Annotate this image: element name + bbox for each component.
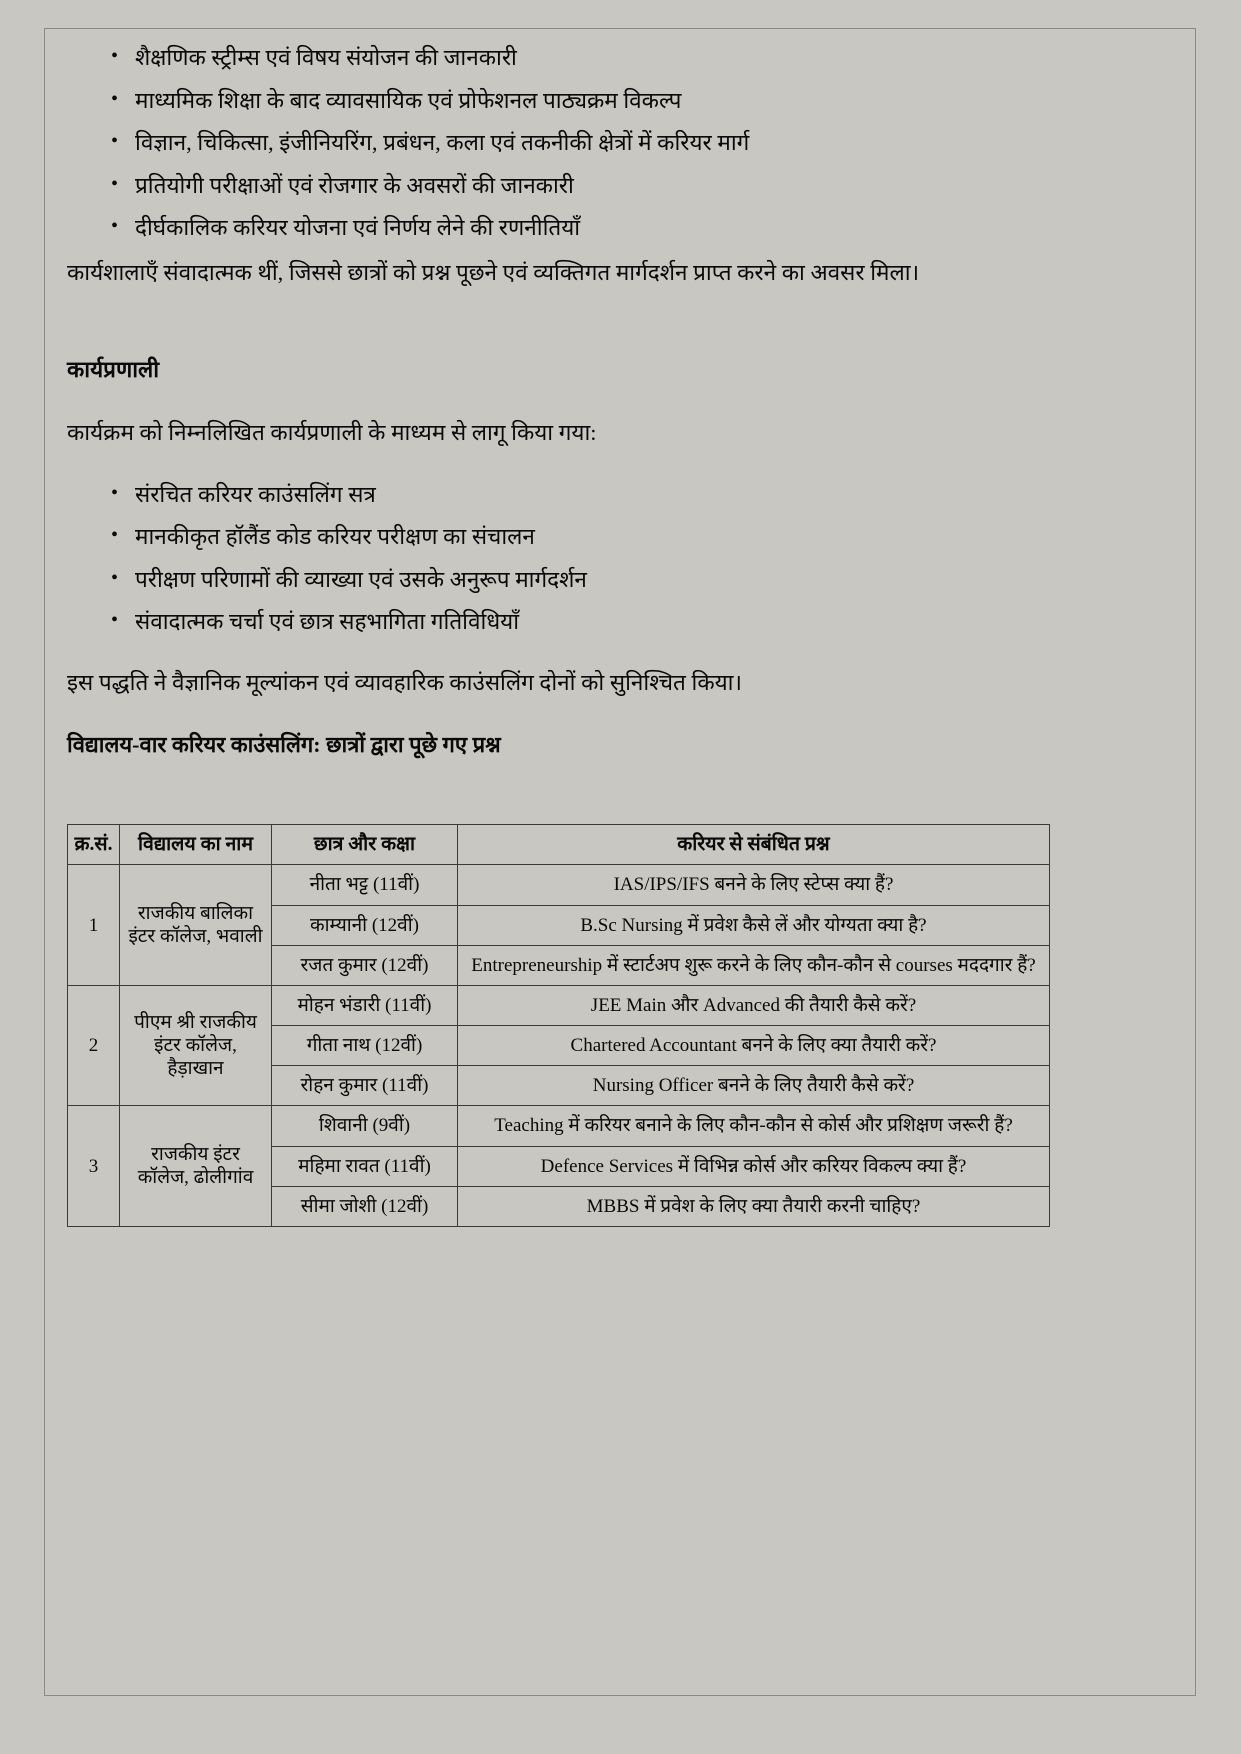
spacer	[67, 446, 1067, 484]
column-header-school: विद्यालय का नाम	[120, 824, 272, 865]
document-content	[67, 47, 1067, 1227]
cell-question: IAS/IPS/IFS बनने के लिए स्टेप्स क्या हैं?	[458, 865, 1050, 905]
cell-serial: 3	[68, 1106, 120, 1227]
list-item: • मानकीकृत हॉलैंड कोड करियर परीक्षण का संचालन	[67, 526, 1067, 549]
cell-question: B.Sc Nursing में प्रवेश कैसे लें और योग्यता क्या है?	[458, 905, 1050, 945]
cell-student: शिवानी (9वीं)	[272, 1106, 458, 1146]
cell-student: सीमा जोशी (12वीं)	[272, 1186, 458, 1226]
cell-school: पीएम श्री राजकीय इंटर कॉलेज, हैड़ाखान	[120, 985, 272, 1106]
list-item: • विज्ञान, चिकित्सा, इंजीनियरिंग, प्रबंधन, कला एवं तकनीकी क्षेत्रों में करियर मार्ग	[67, 132, 1067, 155]
column-header-student: छात्र और कक्षा	[272, 824, 458, 865]
list-item: • शैक्षणिक स्ट्रीम्स एवं विषय संयोजन की जानकारी	[67, 47, 1067, 70]
spacer	[67, 696, 1067, 734]
column-header-serial: क्र.सं.	[68, 824, 120, 865]
table-row	[68, 1106, 1050, 1146]
list-item: • परीक्षण परिणामों की व्याख्या एवं उसके अनुरूप मार्गदर्शन	[67, 569, 1067, 592]
cell-question: Nursing Officer बनने के लिए तैयारी कैसे करें?	[458, 1066, 1050, 1106]
list-item: • प्रतियोगी परीक्षाओं एवं रोजगार के अवसरों की जानकारी	[67, 175, 1067, 198]
table-section-heading: विद्यालय-वार करियर काउंसलिंग: छात्रों द्वारा पूछे गए प्रश्न	[67, 731, 501, 757]
cell-question: JEE Main और Advanced की तैयारी कैसे करें?	[458, 985, 1050, 1025]
cell-student: मोहन भंडारी (11वीं)	[272, 985, 458, 1025]
cell-question: MBBS में प्रवेश के लिए क्या तैयारी करनी चाहिए?	[458, 1186, 1050, 1226]
cell-school: राजकीय इंटर कॉलेज, ढोलीगांव	[120, 1106, 272, 1227]
cell-student: रजत कुमार (12वीं)	[272, 945, 458, 985]
spacer	[67, 756, 1067, 824]
column-header-question: करियर से संबंधित प्रश्न	[458, 824, 1050, 865]
list-item: • माध्यमिक शिक्षा के बाद व्यावसायिक एवं प्रोफेशनल पाठ्यक्रम विकल्प	[67, 90, 1067, 113]
cell-serial: 2	[68, 985, 120, 1106]
cell-student: महिमा रावत (11वीं)	[272, 1146, 458, 1186]
cell-question: Entrepreneurship में स्टार्टअप शुरू करने के लिए कौन-कौन से courses मददगार हैं?	[458, 945, 1050, 985]
cell-student: काम्यानी (12वीं)	[272, 905, 458, 945]
cell-student: रोहन कुमार (11वीं)	[272, 1066, 458, 1106]
table-row	[68, 985, 1050, 1025]
list-item: • संरचित करियर काउंसलिंग सत्र	[67, 484, 1067, 507]
spacer	[67, 382, 1067, 420]
cell-student: नीता भट्ट (11वीं)	[272, 865, 458, 905]
list-item: • दीर्घकालिक करियर योजना एवं निर्णय लेने की रणनीतियाँ	[67, 217, 1067, 240]
cell-school: राजकीय बालिका इंटर कॉलेज, भवाली	[120, 865, 272, 986]
table-header-row	[68, 824, 1050, 865]
methodology-conclusion-paragraph: इस पद्धति ने वैज्ञानिक मूल्यांकन एवं व्यावहारिक काउंसलिंग दोनों को सुनिश्चित किया।	[67, 669, 743, 695]
table-row	[68, 865, 1050, 905]
document-page	[44, 28, 1196, 1696]
career-questions-table	[67, 824, 1050, 1227]
methodology-heading: कार्यप्रणाली	[67, 357, 160, 383]
methodology-intro-paragraph: कार्यक्रम को निम्नलिखित कार्यप्रणाली के माध्यम से लागू किया गया:	[67, 419, 597, 445]
intro-paragraph: कार्यशालाएँ संवादात्मक थीं, जिससे छात्रों को प्रश्न पूछने एवं व्यक्तिगत मार्गदर्शन प्राप्त करने का अवसर मिला।	[67, 259, 920, 285]
cell-student: गीता नाथ (12वीं)	[272, 1026, 458, 1066]
intro-bullet-list	[67, 47, 1067, 240]
methodology-bullet-list	[67, 481, 1067, 635]
list-item: • संवादात्मक चर्चा एवं छात्र सहभागिता गतिविधियाँ	[67, 611, 1067, 634]
spacer	[67, 654, 1067, 670]
cell-question: Chartered Accountant बनने के लिए क्या तैयारी करें?	[458, 1026, 1050, 1066]
cell-question: Defence Services में विभिन्न कोर्स और करियर विकल्प क्या हैं?	[458, 1146, 1050, 1186]
cell-serial: 1	[68, 865, 120, 986]
spacer	[67, 285, 1067, 359]
cell-question: Teaching में करियर बनाने के लिए कौन-कौन से कोर्स और प्रशिक्षण जरूरी हैं?	[458, 1106, 1050, 1146]
